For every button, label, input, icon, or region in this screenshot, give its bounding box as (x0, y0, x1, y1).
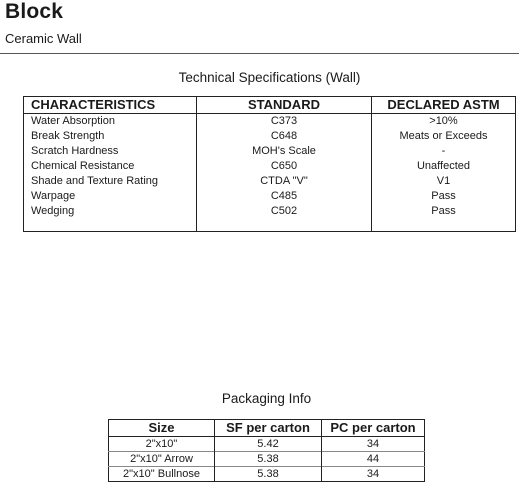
spec-standard: MOH's Scale (197, 144, 372, 159)
spec-characteristic: Shade and Texture Rating (31, 175, 158, 187)
packaging-table-title: Packaging Info (221, 391, 312, 406)
packaging-table-header-row (109, 420, 425, 437)
table-row (24, 204, 516, 232)
table-row (109, 437, 425, 452)
spec-declared: - (372, 144, 516, 159)
spec-characteristic: Break Strength (31, 130, 105, 142)
spec-declared: Unaffected (372, 159, 516, 174)
spec-standard: C485 (197, 189, 372, 204)
table-row (24, 159, 516, 174)
pack-size: 2"x10" Arrow (109, 452, 215, 467)
spec-standard: C648 (197, 129, 372, 144)
pack-sf: 5.38 (215, 467, 322, 482)
table-row (109, 452, 425, 467)
pack-sf: 5.42 (215, 437, 322, 452)
header-divider (0, 53, 519, 54)
spec-standard: C650 (197, 159, 372, 174)
pack-col-header-pc: PC per carton (322, 420, 425, 437)
table-row (24, 144, 516, 159)
spec-characteristic: Chemical Resistance (31, 160, 135, 172)
table-row (24, 189, 516, 204)
spec-standard: CTDA "V" (197, 174, 372, 189)
pack-sf: 5.38 (215, 452, 322, 467)
spec-table-header-row (24, 97, 516, 114)
pack-pc: 34 (322, 437, 425, 452)
pack-size: 2"x10" (145, 438, 178, 450)
spec-characteristic: Scratch Hardness (31, 145, 119, 157)
spec-declared: Meats or Exceeds (372, 129, 516, 144)
spec-declared: Pass (372, 204, 516, 232)
spec-col-header-declared-astm: DECLARED ASTM (372, 97, 516, 114)
table-row (24, 114, 516, 130)
spec-characteristic: Wedging (31, 205, 75, 217)
spec-declared: Pass (372, 189, 516, 204)
pack-col-header-size: Size (109, 420, 215, 437)
page-title: Block (5, 0, 64, 23)
spec-declared: V1 (372, 174, 516, 189)
spec-declared: >10% (372, 114, 516, 130)
pack-pc: 34 (322, 467, 425, 482)
spec-standard: C373 (197, 114, 372, 130)
pack-pc: 44 (322, 452, 425, 467)
packaging-table (108, 419, 425, 482)
pack-col-header-sf: SF per carton (215, 420, 322, 437)
page-subtitle: Ceramic Wall (5, 31, 82, 46)
table-row (24, 174, 516, 189)
spec-characteristic: Warpage (31, 190, 76, 202)
spec-table-title: Technical Specifications (Wall) (178, 70, 361, 85)
spec-col-header-standard: STANDARD (197, 97, 372, 114)
spec-col-header-characteristics: CHARACTERISTICS (24, 97, 197, 114)
table-row (24, 129, 516, 144)
table-row (109, 467, 425, 482)
spec-standard: C502 (197, 204, 372, 232)
spec-characteristic: Water Absorption (31, 115, 115, 127)
pack-size: 2"x10" Bullnose (109, 467, 215, 482)
spec-table (23, 96, 516, 232)
